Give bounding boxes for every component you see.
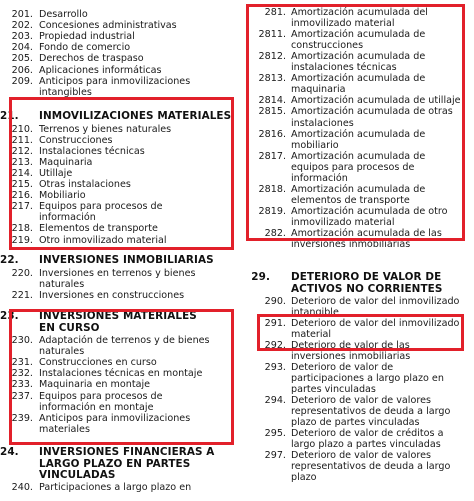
account-code: 211. xyxy=(11,134,33,146)
account-code: 233. xyxy=(11,379,33,391)
account-description: Instalaciones técnicas en montaje xyxy=(39,368,203,380)
account-description: Adaptación de terrenos y de bienes xyxy=(39,335,210,346)
account-description: Derechos de traspaso xyxy=(39,53,144,65)
account-code: 215. xyxy=(11,179,33,190)
account-description: Propiedad industrial xyxy=(39,31,135,43)
account-description: plazo de partes vinculadas xyxy=(291,417,420,429)
account-code: 2815. xyxy=(258,106,286,118)
group-code: 21. xyxy=(0,110,19,122)
account-description: Fondo de comercio xyxy=(39,42,131,54)
group-code: 23. xyxy=(0,310,19,322)
group-title: DETERIORO DE VALOR DE xyxy=(291,271,442,283)
group-code: 22. xyxy=(0,254,19,266)
account-description: equipos para procesos de xyxy=(291,161,415,173)
account-description: naturales xyxy=(39,278,85,290)
account-code: 2816. xyxy=(258,128,286,140)
account-code: 240. xyxy=(11,482,33,493)
account-description: intangibles xyxy=(39,86,92,98)
account-description: Inversiones en construcciones xyxy=(39,289,185,301)
account-description: Otras instalaciones xyxy=(39,179,131,190)
account-code: 220. xyxy=(11,267,33,279)
account-description: Amortización acumulada de xyxy=(291,150,426,162)
account-description: Otro inmovilizado material xyxy=(39,234,167,246)
group-title: ACTIVOS NO CORRIENTES xyxy=(291,282,443,295)
account-description: Terrenos y bienes naturales xyxy=(39,123,172,135)
account-code: 203. xyxy=(11,31,33,43)
account-description: Mobiliario xyxy=(39,190,86,202)
account-description: información xyxy=(39,212,96,224)
account-code: 209. xyxy=(11,75,33,87)
account-code: 216. xyxy=(11,190,33,202)
account-description: representativos de deuda a largo xyxy=(291,406,451,417)
account-description: inversiones inmobiliarias xyxy=(291,239,411,251)
account-description: Deterioro de valor de xyxy=(291,361,394,373)
account-description: partes vinculadas xyxy=(291,383,376,395)
account-description: Equipos para procesos de xyxy=(39,390,163,402)
account-description: plazo xyxy=(291,472,317,484)
account-code: 213. xyxy=(11,156,33,168)
highlight-box-account-291 xyxy=(257,314,464,351)
group-title: VINCULADAS xyxy=(39,469,116,481)
account-code: 2819. xyxy=(258,205,286,217)
account-code: 293. xyxy=(264,361,286,373)
account-code: 237. xyxy=(11,390,33,402)
account-description: maquinaria xyxy=(291,84,346,96)
account-description: Maquinaria en montaje xyxy=(39,379,151,391)
account-code: 295. xyxy=(264,428,286,440)
account-description: Amortización acumulada de las xyxy=(291,228,442,239)
account-code: 212. xyxy=(11,145,33,157)
account-code: 297. xyxy=(264,450,286,462)
account-code: 2811. xyxy=(258,29,286,41)
account-description: Amortización acumulada de xyxy=(291,29,426,41)
account-description: Amortización acumulada de otras xyxy=(291,106,453,118)
account-code: 219. xyxy=(11,234,33,246)
account-description: Deterioro de valor de créditos a xyxy=(291,428,444,440)
account-description: Construcciones xyxy=(39,134,113,146)
account-description: Construcciones en curso xyxy=(39,357,157,369)
account-description: Equipos para procesos de xyxy=(39,201,163,213)
account-description: largo plazo a partes vinculadas xyxy=(291,439,441,451)
account-description: Amortización acumulada de xyxy=(291,73,426,85)
account-description: Maquinaria xyxy=(39,156,93,168)
account-description: Deterioro de valor del inmovilizado xyxy=(291,317,460,329)
account-description: participaciones a largo plazo en xyxy=(291,372,444,384)
group-title: INVERSIONES MATERIALES xyxy=(39,310,197,322)
account-description: Anticipos para inmovilizaciones xyxy=(39,75,191,87)
account-code: 204. xyxy=(11,42,33,54)
account-description: Deterioro de valor de valores xyxy=(291,394,431,406)
account-code: 2813. xyxy=(258,73,286,85)
account-code: 292. xyxy=(264,339,286,351)
account-code: 202. xyxy=(11,20,33,32)
account-code: 239. xyxy=(11,412,33,424)
account-description: Amortización acumulada de utillaje xyxy=(291,95,461,107)
account-description: mobiliario xyxy=(291,139,339,151)
account-description: instalaciones xyxy=(291,117,354,129)
account-description: información en montaje xyxy=(39,401,154,413)
account-description: Inversiones en terrenos y bienes xyxy=(39,267,196,279)
account-description: intangible xyxy=(291,306,339,318)
account-description: Amortización acumulada de otro xyxy=(291,205,448,217)
account-code: 230. xyxy=(11,335,33,346)
group-title: INMOVILIZACIONES MATERIALES xyxy=(39,110,232,122)
group-title: EN CURSO xyxy=(39,321,100,334)
account-description: Amortización acumulada de xyxy=(291,128,426,140)
account-description: elementos de transporte xyxy=(291,194,410,206)
account-code: 210. xyxy=(11,123,33,135)
account-code: 2814. xyxy=(258,95,286,107)
account-description: Aplicaciones informáticas xyxy=(39,64,162,76)
account-description: Concesiones administrativas xyxy=(39,20,177,32)
account-description: Deterioro de valor de las xyxy=(291,339,410,351)
account-description: Deterioro de valor del inmovilizado xyxy=(291,295,460,307)
account-description: Amortización acumulada del xyxy=(291,7,428,18)
account-description: Deterioro de valor de valores xyxy=(291,450,431,462)
account-description: Instalaciones técnicas xyxy=(39,145,145,157)
group-title: INVERSIONES FINANCIERAS A xyxy=(39,446,215,458)
highlight-box-account-281 xyxy=(246,4,465,241)
account-code: 218. xyxy=(11,223,33,235)
account-code: 282. xyxy=(264,228,286,239)
group-code: 29. xyxy=(251,271,270,283)
account-code: 2812. xyxy=(258,51,286,63)
account-description: instalaciones técnicas xyxy=(291,62,397,74)
account-code: 2817. xyxy=(258,150,286,162)
account-description: Amortización acumulada de xyxy=(291,183,426,195)
account-code: 214. xyxy=(11,167,33,179)
account-code: 231. xyxy=(11,357,33,369)
account-code: 201. xyxy=(11,9,33,20)
group-title: INVERSIONES INMOBILIARIAS xyxy=(39,254,214,266)
account-description: Utillaje xyxy=(39,167,73,179)
account-description: inmovilizado material xyxy=(291,18,395,30)
account-code: 205. xyxy=(11,53,33,65)
group-code: 24. xyxy=(0,446,19,458)
account-code: 2818. xyxy=(258,183,286,195)
account-code: 217. xyxy=(11,201,33,213)
account-code: 281. xyxy=(264,7,286,18)
account-code: 290. xyxy=(264,295,286,307)
account-code: 294. xyxy=(264,394,286,406)
highlight-box-group-21 xyxy=(9,97,234,250)
account-description: inmovilizado material xyxy=(291,216,395,228)
account-description: Participaciones a largo plazo en xyxy=(39,482,192,493)
account-description: información xyxy=(291,172,348,184)
highlight-box-group-23 xyxy=(9,309,234,445)
account-code: 232. xyxy=(11,368,33,380)
account-description: Amortización acumulada de xyxy=(291,51,426,63)
account-code: 221. xyxy=(11,289,33,301)
account-description: Desarrollo xyxy=(39,9,88,20)
account-description: materiales xyxy=(39,423,90,435)
account-code: 206. xyxy=(11,64,33,76)
account-description: material xyxy=(291,328,332,340)
account-description: Anticipos para inmovilizaciones xyxy=(39,412,191,424)
account-description: construcciones xyxy=(291,40,364,52)
account-description: naturales xyxy=(39,346,85,358)
account-description: Elementos de transporte xyxy=(39,223,158,235)
account-description: representativos de deuda a largo xyxy=(291,461,451,473)
group-title: LARGO PLAZO EN PARTES xyxy=(39,457,191,470)
account-description: inversiones inmobiliarias xyxy=(291,350,411,362)
account-code: 291. xyxy=(264,317,286,329)
